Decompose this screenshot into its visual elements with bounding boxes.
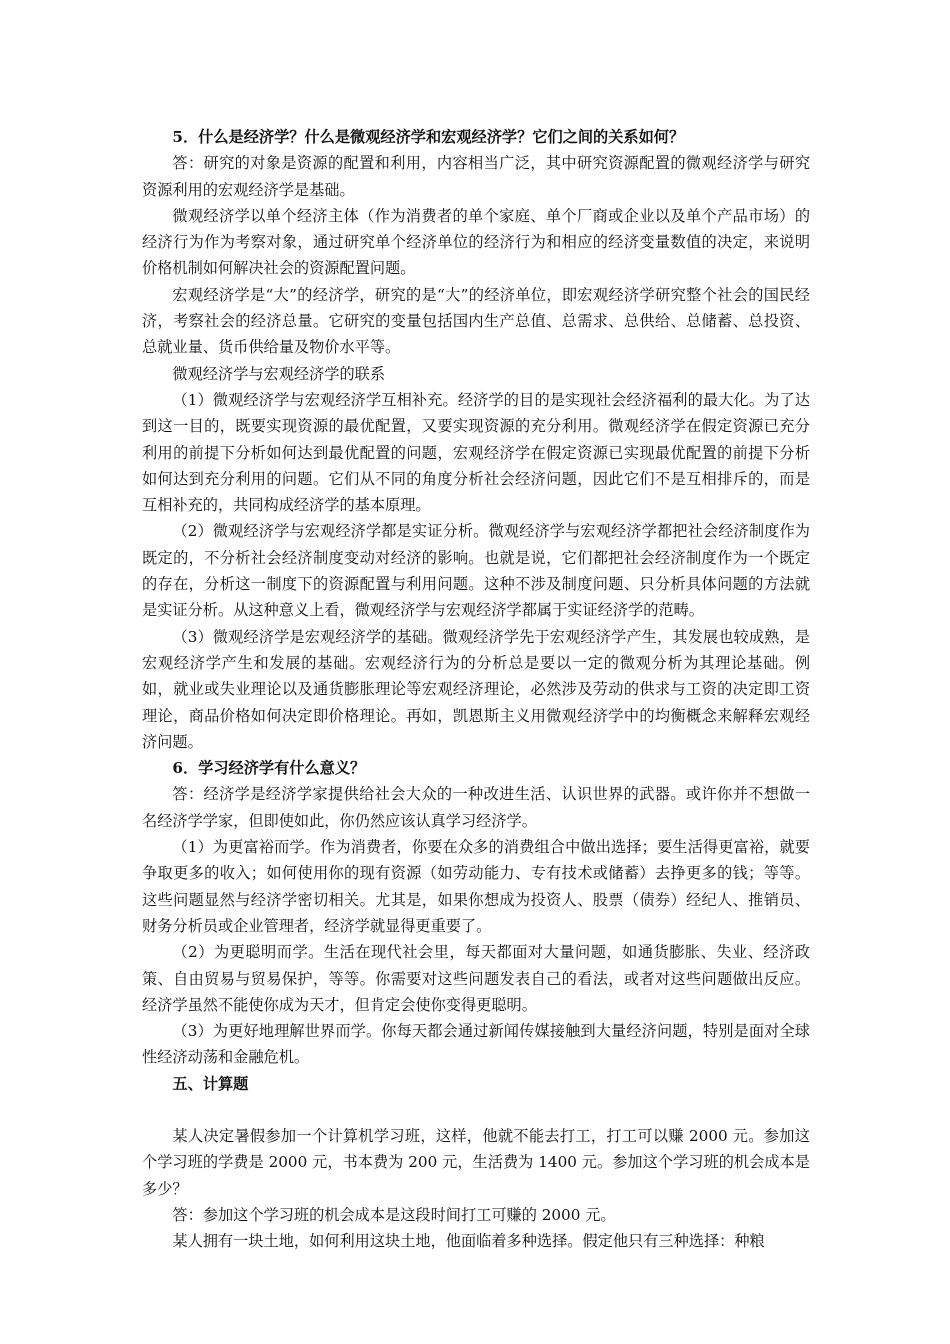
question-5-answer: 答：研究的对象是资源的配置和利用，内容相当广泛，其中研究资源配置的微观经济学与研究资源利用的宏观经济学是基础。	[142, 154, 810, 199]
calc-answer-1: 答：参加这个学习班的机会成本是这段时间打工可赚的 2000 元。	[172, 1205, 616, 1224]
significance-point-1: （1）为更富裕而学。作为消费者，你要在众多的消费组合中做出选择；要生活得更富裕，就要争取更多的收入；如何使用你的现有资源（如劳动能力、专有技术或储蓄）去挣更多的钱；等等。这些问题显然与经济学密切相关。尤其是，如果你想成为投资人、股票（债券）经纪人、推销员、财务分析员或企业管理者，经济学就显得更重要了。	[142, 838, 810, 935]
question-6-heading: 6．学习经济学有什么意义？	[172, 759, 366, 778]
relation-title: 微观经济学与宏观经济学的联系	[172, 364, 386, 383]
document-page	[142, 124, 810, 1254]
section-gap	[142, 1097, 810, 1123]
question-6-answer: 答：经济学是经济学家提供给社会大众的一种改进生活、认识世界的武器。或许你并不想做一名经济学学家，但即使如此，你仍然应该认真学习经济学。	[142, 785, 810, 830]
calc-problem-1: 某人决定暑假参加一个计算机学习班，这样，他就不能去打工，打工可以赚 2000 元。参加这个学习班的学费是 2000 元，书本费为 200 元，生活费为 1400 元。参加这个学习班的机会成本是多少？	[142, 1126, 810, 1198]
macroeconomics-paragraph: 宏观经济学是“大”的经济学，研究的是“大”的经济单位，即宏观经济学研究整个社会的国民经济，考察社会的经济总量。它研究的变量包括国内生产总值、总需求、总供给、总储蓄、总投资、总就业量、货币供给量及物价水平等。	[142, 285, 810, 357]
section-5-heading: 五、计算题	[172, 1074, 249, 1093]
microeconomics-paragraph: 微观经济学以单个经济主体（作为消费者的单个家庭、单个厂商或企业以及单个产品市场）的经济行为作为考察对象，通过研究单个经济单位的经济行为和相应的经济变量数值的决定，来说明价格机制如何解决社会的资源配置问题。	[142, 206, 810, 278]
significance-point-2: （2）为更聪明而学。生活在现代社会里，每天都面对大量问题，如通货膨胀、失业、经济政策、自由贸易与贸易保护，等等。你需要对这些问题发表自己的看法，或者对这些问题做出反应。经济学虽然不能使你成为天才，但肯定会使你变得更聪明。	[142, 943, 810, 1014]
relation-point-2: （2）微观经济学与宏观经济学都是实证分析。微观经济学与宏观经济学都把社会经济制度作为既定的，不分析社会经济制度变动对经济的影响。也就是说，它们都把社会经济制度作为一个既定的存在，分析这一制度下的资源配置与利用问题。这种不涉及制度问题、只分析具体问题的方法就是实证分析。从这种意义上看，微观经济学与宏观经济学都属于实证经济学的范畴。	[142, 522, 810, 620]
relation-point-1: （1）微观经济学与宏观经济学互相补充。经济学的目的是实现社会经济福利的最大化。为了达到这一目的，既要实现资源的最优配置，又要实现资源的充分利用。微观经济学在假定资源已充分利用的前提下分析如何达到最优配置的问题，宏观经济学在假定资源已实现最优配置的前提下分析如何达到充分利用的问题。它们从不同的角度分析社会经济问题，因此它们不是互相排斥的，而是互相补充的，共同构成经济学的基本原理。	[142, 390, 810, 515]
calc-problem-2: 某人拥有一块土地，如何利用这块土地，他面临着多种选择。假定他只有三种选择：种粮	[172, 1232, 765, 1251]
significance-point-3: （3）为更好地理解世界而学。你每天都会通过新闻传媒接触到大量经济问题，特别是面对全球性经济动荡和金融危机。	[142, 1022, 810, 1067]
relation-point-3: （3）微观经济学是宏观经济学的基础。微观经济学先于宏观经济学产生，其发展也较成熟，是宏观经济学产生和发展的基础。宏观经济行为的分析总是要以一定的微观分析为其理论基础。例如，就业或失业理论以及通货膨胀理论等宏观经济理论，必然涉及劳动的供求与工资的决定即工资理论，商品价格如何决定即价格理论。再如，凯恩斯主义用微观经济学中的均衡概念来解释宏观经济问题。	[142, 627, 810, 751]
question-5-heading: 5．什么是经济学？什么是微观经济学和宏观经济学？它们之间的关系如何？	[172, 128, 685, 146]
